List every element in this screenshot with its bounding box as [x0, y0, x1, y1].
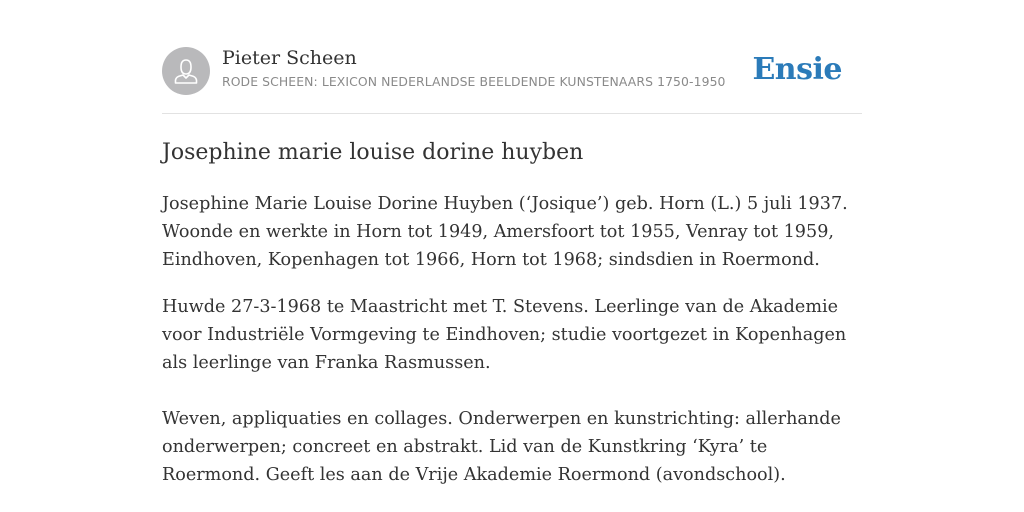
article-paragraph: Josephine Marie Louise Dorine Huyben (‘Josique’) geb. Horn (L.) 5 juli 1937. Woonde en werkte in Horn tot 1949, Amersfoort tot 1955, Venray tot 1959, Eindhoven, Kopenhagen tot 1966, Horn tot 1968; sindsdien in Roermond.	[162, 194, 848, 270]
article-paragraph: Huwde 27-3-1968 te Maastricht met T. Stevens. Leerlinge van de Akademie voor Industriële Vormgeving te Eindhoven; studie voortgezet in Kopenhagen als leerlinge van Franka Rasmussen.	[162, 297, 847, 373]
avatar[interactable]	[162, 47, 210, 95]
ensie-logo[interactable]: Ensie	[752, 52, 842, 87]
article-body	[162, 190, 862, 489]
header-divider	[162, 113, 862, 114]
author-header	[162, 46, 862, 96]
user-silhouette-icon	[162, 47, 210, 95]
page-title: Josephine marie louise dorine huyben	[162, 140, 584, 165]
author-name[interactable]: Pieter Scheen	[222, 47, 357, 69]
article-paragraph: Weven, appliquaties en collages. Onderwerpen en kunstrichting: allerhande onderwerpen; concreet en abstrakt. Lid van de Kunstkring ‘Kyra’ te Roermond. Geeft les aan de Vrije Akademie Roermond (avondschool).	[162, 409, 841, 485]
source-label: RODE SCHEEN: LEXICON NEDERLANDSE BEELDENDE KUNSTENAARS 1750-1950	[222, 74, 726, 89]
